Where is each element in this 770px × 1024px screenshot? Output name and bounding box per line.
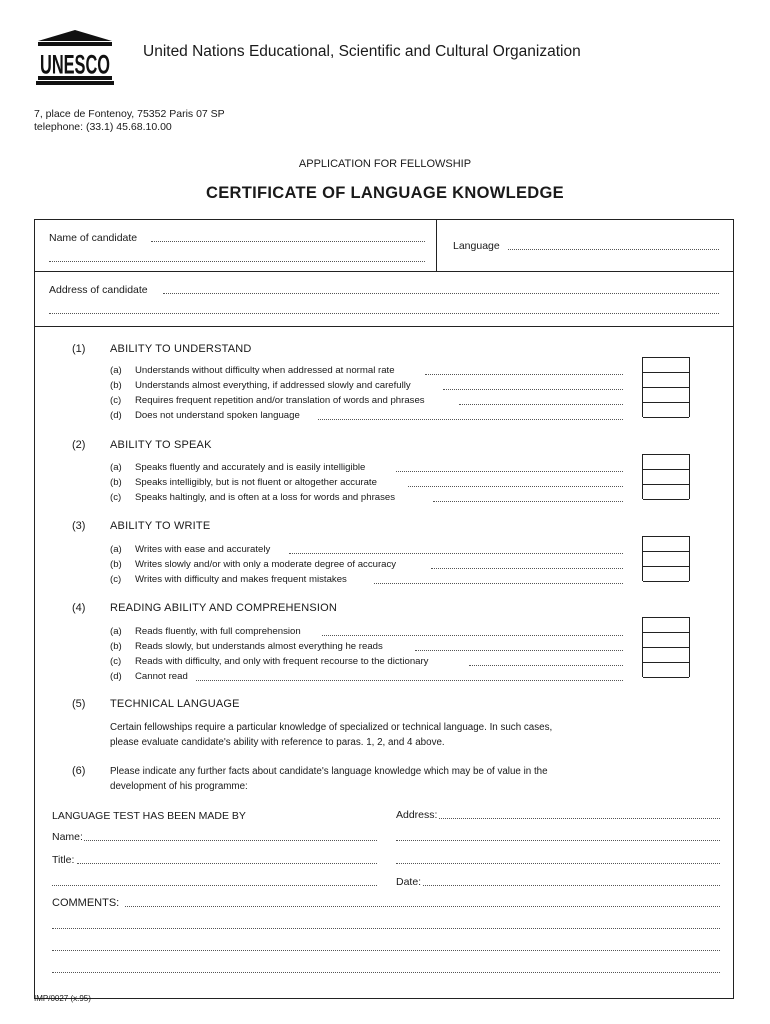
date-field[interactable] [423,885,720,886]
checkbox-column-speak [642,454,690,499]
technical-paragraph [110,720,552,750]
paragraph-line: Certain fellowships require a particular knowledge of specialized or technical language. In such cases, [110,722,553,733]
name-of-candidate-label: Name of candidate [49,232,138,244]
checkbox-reading-b[interactable] [643,633,689,648]
section-number: (5) [72,698,86,710]
leader-dots [374,583,623,584]
leader-dots [431,568,623,569]
leader-dots [196,680,623,681]
checkbox-write-a[interactable] [643,537,689,552]
checkbox-understand-a[interactable] [643,358,689,373]
tester-title-label: Title: [52,854,75,866]
checkbox-reading-a[interactable] [643,618,689,633]
item-text: Reads with difficulty, and only with frequent recourse to the dictionary [135,656,429,667]
item-letter: (a) [110,626,122,637]
checkbox-write-c[interactable] [643,567,689,582]
section-number: (4) [72,602,86,614]
item-text: Speaks haltingly, and is often at a loss for words and phrases [135,492,396,503]
section-title: ABILITY TO WRITE [110,520,211,532]
leader-dots [408,486,623,487]
address-line: 7, place de Fontenoy, 75352 Paris 07 SP [34,108,225,120]
leader-dots [443,389,623,390]
item-letter: (b) [110,477,122,488]
address-of-candidate-label: Address of candidate [49,284,148,296]
item-letter: (d) [110,410,122,421]
checkbox-understand-b[interactable] [643,373,689,388]
item-letter: (c) [110,574,122,585]
tester-address-label: Address: [396,809,438,821]
name-of-candidate-field-line2[interactable] [49,261,425,262]
item-text: Understands almost everything, if addressed slowly and carefully [135,380,411,391]
item-letter: (a) [110,365,122,376]
leader-dots [433,501,623,502]
item-letter: (b) [110,559,122,570]
section-title: READING ABILITY AND COMPREHENSION [110,602,338,614]
organization-name: United Nations Educational, Scientific and Cultural Organization [143,43,581,60]
language-field[interactable] [508,249,719,250]
form-subtitle: APPLICATION FOR FELLOWSHIP [298,158,472,170]
item-letter: (c) [110,656,122,667]
checkbox-reading-d[interactable] [643,663,689,678]
divider [34,326,734,327]
form-code: IMP/0027 (x.95) [34,994,91,1003]
language-label: Language [453,240,500,252]
section-number: (2) [72,439,86,451]
tester-title-field[interactable] [77,863,377,864]
checkbox-speak-a[interactable] [643,455,689,470]
item-text: Speaks fluently and accurately and is easily intelligible [135,462,366,473]
leader-dots [425,374,623,375]
leader-dots [459,404,623,405]
tester-address-field-line3[interactable] [396,863,720,864]
paragraph-line: development of his programme: [110,781,248,792]
item-text: Understands without difficulty when addressed at normal rate [135,365,395,376]
checkbox-column-understand [642,357,690,417]
item-letter: (a) [110,544,122,555]
item-text: Requires frequent repetition and/or translation of words and phrases [135,395,425,406]
tester-address-field[interactable] [439,818,720,819]
item-text: Speaks intelligibly, but is not fluent or altogether accurate [135,477,377,488]
item-text: Does not understand spoken language [135,410,300,421]
section-number: (6) [72,765,86,777]
paragraph-line: Please indicate any further facts about candidate's language knowledge which may be of value in the [110,766,548,777]
name-of-candidate-field[interactable] [151,241,425,242]
leader-dots [469,665,623,666]
comments-label: COMMENTS: [52,897,120,909]
vertical-divider [436,219,437,271]
unesco-logo [36,30,114,85]
unesco-temple-icon [36,30,114,85]
checkbox-speak-c[interactable] [643,485,689,500]
tester-address-field-line2[interactable] [396,840,720,841]
form-title: CERTIFICATE OF LANGUAGE KNOWLEDGE [206,184,564,202]
test-made-by-heading: LANGUAGE TEST HAS BEEN MADE BY [52,810,246,822]
further-facts-paragraph [110,764,548,794]
section-number: (3) [72,520,86,532]
leader-dots [289,553,623,554]
item-letter: (b) [110,641,122,652]
section-title: TECHNICAL LANGUAGE [110,698,240,710]
section-title: ABILITY TO UNDERSTAND [110,343,252,355]
item-letter: (c) [110,395,122,406]
organization-address [34,108,225,134]
tester-name-label: Name: [52,831,83,843]
paragraph-line: please evaluate candidate's ability with reference to paras. 1, 2, and 4 above. [110,737,445,748]
item-letter: (b) [110,380,122,391]
item-text: Writes with ease and accurately [135,544,271,555]
divider [34,271,734,272]
item-text: Cannot read [135,671,188,682]
leader-dots [396,471,623,472]
comments-field-line2[interactable] [52,928,720,929]
item-letter: (c) [110,492,122,503]
tester-name-field[interactable] [84,840,377,841]
checkbox-write-b[interactable] [643,552,689,567]
leader-dots [318,419,623,420]
checkbox-column-reading [642,617,690,677]
section-title: ABILITY TO SPEAK [110,439,212,451]
comments-field[interactable] [125,906,720,907]
address-of-candidate-field[interactable] [163,293,719,294]
tester-title-field-line2[interactable] [52,885,377,886]
checkbox-understand-c[interactable] [643,388,689,403]
item-letter: (d) [110,671,122,682]
leader-dots [322,635,623,636]
item-text: Writes slowly and/or with only a moderate degree of accuracy [135,559,397,570]
item-text: Writes with difficulty and makes frequent mistakes [135,574,347,585]
section-number: (1) [72,343,86,355]
item-text: Reads fluently, with full comprehension [135,626,301,637]
item-letter: (a) [110,462,122,473]
comments-field-line4[interactable] [52,972,720,973]
checkbox-column-write [642,536,690,581]
svg-text:UNESCO: UNESCO [40,49,110,80]
date-label: Date: [396,876,422,888]
telephone-line: telephone: (33.1) 45.68.10.00 [34,121,172,133]
item-text: Reads slowly, but understands almost everything he reads [135,641,383,652]
leader-dots [415,650,623,651]
comments-field-line3[interactable] [52,950,720,951]
address-of-candidate-field-line2[interactable] [49,313,719,314]
checkbox-reading-c[interactable] [643,648,689,663]
checkbox-understand-d[interactable] [643,403,689,418]
checkbox-speak-b[interactable] [643,470,689,485]
